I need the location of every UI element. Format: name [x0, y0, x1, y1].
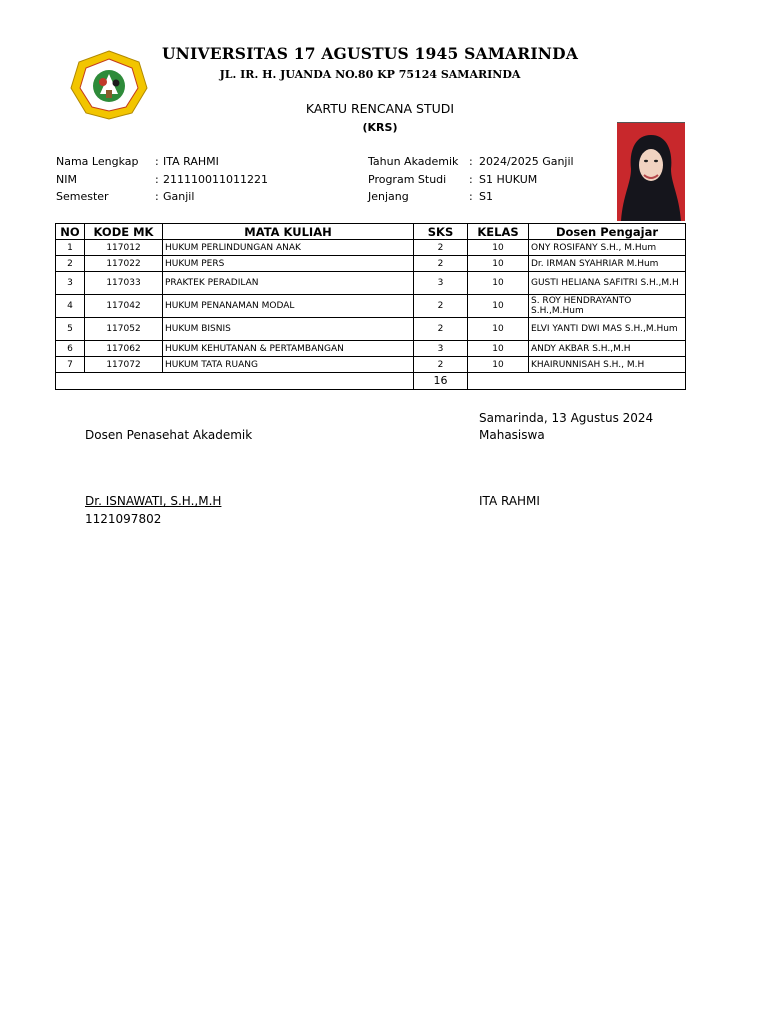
header-mata-kuliah: MATA KULIAH: [163, 224, 414, 240]
total-row-blank: [468, 373, 686, 390]
total-row: [56, 373, 686, 390]
cell-kode: 117042: [85, 295, 163, 318]
cell-kelas: 10: [468, 272, 529, 295]
cell-mata-kuliah: HUKUM PERLINDUNGAN ANAK: [163, 240, 414, 256]
cell-mata-kuliah: HUKUM BISNIS: [163, 318, 414, 341]
cell-kode: 117062: [85, 341, 163, 357]
jenjang-value: S1: [479, 190, 493, 203]
student-signature-name: ITA RAHMI: [479, 494, 540, 508]
cell-sks: 2: [414, 357, 468, 373]
advisor-id: 1121097802: [85, 512, 162, 526]
table-row: [56, 318, 686, 341]
cell-sks: 2: [414, 318, 468, 341]
separator: :: [469, 173, 473, 186]
header-no: NO: [56, 224, 85, 240]
advisor-name: Dr. ISNAWATI, S.H.,M.H: [85, 494, 222, 508]
document-subtitle: (KRS): [362, 121, 398, 134]
cell-dosen: ANDY AKBAR S.H.,M.H: [529, 341, 686, 357]
university-logo: [70, 50, 148, 120]
separator: :: [469, 155, 473, 168]
cell-dosen: Dr. IRMAN SYAHRIAR M.Hum: [529, 256, 686, 272]
nim-label: NIM: [56, 173, 77, 186]
jenjang-label: Jenjang: [368, 190, 409, 203]
cell-mata-kuliah: HUKUM PENANAMAN MODAL: [163, 295, 414, 318]
table-row: [56, 341, 686, 357]
header-dosen: Dosen Pengajar: [529, 224, 686, 240]
prodi-label: Program Studi: [368, 173, 447, 186]
separator: :: [469, 190, 473, 203]
university-address: JL. IR. H. JUANDA NO.80 KP 75124 SAMARINDA: [219, 68, 521, 81]
cell-sks: 2: [414, 256, 468, 272]
cell-mata-kuliah: HUKUM PERS: [163, 256, 414, 272]
cell-no: 5: [56, 318, 85, 341]
semester-value: Ganjil: [163, 190, 195, 203]
cell-dosen: S. ROY HENDRAYANTO S.H.,M.Hum: [529, 295, 686, 318]
cell-no: 6: [56, 341, 85, 357]
student-title: Mahasiswa: [479, 428, 545, 442]
table-row: [56, 357, 686, 373]
cell-kode: 117052: [85, 318, 163, 341]
separator: :: [155, 155, 159, 168]
place-date: Samarinda, 13 Agustus 2024: [479, 411, 654, 425]
cell-kelas: 10: [468, 256, 529, 272]
header-kode: KODE MK: [85, 224, 163, 240]
tahun-label: Tahun Akademik: [368, 155, 459, 168]
nama-value: ITA RAHMI: [163, 155, 219, 168]
cell-dosen: KHAIRUNNISAH S.H., M.H: [529, 357, 686, 373]
cell-mata-kuliah: HUKUM TATA RUANG: [163, 357, 414, 373]
header-sks: SKS: [414, 224, 468, 240]
cell-no: 3: [56, 272, 85, 295]
cell-sks: 2: [414, 295, 468, 318]
separator: :: [155, 173, 159, 186]
cell-sks: 3: [414, 272, 468, 295]
cell-mata-kuliah: HUKUM KEHUTANAN & PERTAMBANGAN: [163, 341, 414, 357]
cell-kode: 117072: [85, 357, 163, 373]
cell-kelas: 10: [468, 240, 529, 256]
university-name: UNIVERSITAS 17 AGUSTUS 1945 SAMARINDA: [161, 44, 579, 63]
cell-kelas: 10: [468, 318, 529, 341]
table-header-row: [56, 224, 686, 240]
cell-kelas: 10: [468, 341, 529, 357]
cell-dosen: ELVI YANTI DWI MAS S.H.,M.Hum: [529, 318, 686, 341]
table-row: [56, 272, 686, 295]
nim-value: 211110011011221: [163, 173, 268, 186]
prodi-value: S1 HUKUM: [479, 173, 538, 186]
cell-no: 7: [56, 357, 85, 373]
cell-no: 1: [56, 240, 85, 256]
cell-no: 2: [56, 256, 85, 272]
cell-sks: 2: [414, 240, 468, 256]
tahun-value: 2024/2025 Ganjil: [479, 155, 574, 168]
course-table: [55, 223, 686, 390]
separator: :: [155, 190, 159, 203]
table-row: [56, 256, 686, 272]
cell-dosen: ONY ROSIFANY S.H., M.Hum: [529, 240, 686, 256]
table-row: [56, 240, 686, 256]
cell-no: 4: [56, 295, 85, 318]
total-sks: 16: [414, 373, 468, 390]
cell-kelas: 10: [468, 295, 529, 318]
semester-label: Semester: [56, 190, 109, 203]
nama-label: Nama Lengkap: [56, 155, 139, 168]
student-photo: [617, 122, 685, 221]
header-kelas: KELAS: [468, 224, 529, 240]
cell-kode: 117012: [85, 240, 163, 256]
cell-kelas: 10: [468, 357, 529, 373]
cell-dosen: GUSTI HELIANA SAFITRI S.H.,M.H: [529, 272, 686, 295]
table-row: [56, 295, 686, 318]
advisor-title: Dosen Penasehat Akademik: [85, 428, 253, 442]
total-row-blank: [56, 373, 414, 390]
document-title: KARTU RENCANA STUDI: [305, 101, 455, 116]
cell-mata-kuliah: PRAKTEK PERADILAN: [163, 272, 414, 295]
cell-kode: 117033: [85, 272, 163, 295]
cell-sks: 3: [414, 341, 468, 357]
cell-kode: 117022: [85, 256, 163, 272]
